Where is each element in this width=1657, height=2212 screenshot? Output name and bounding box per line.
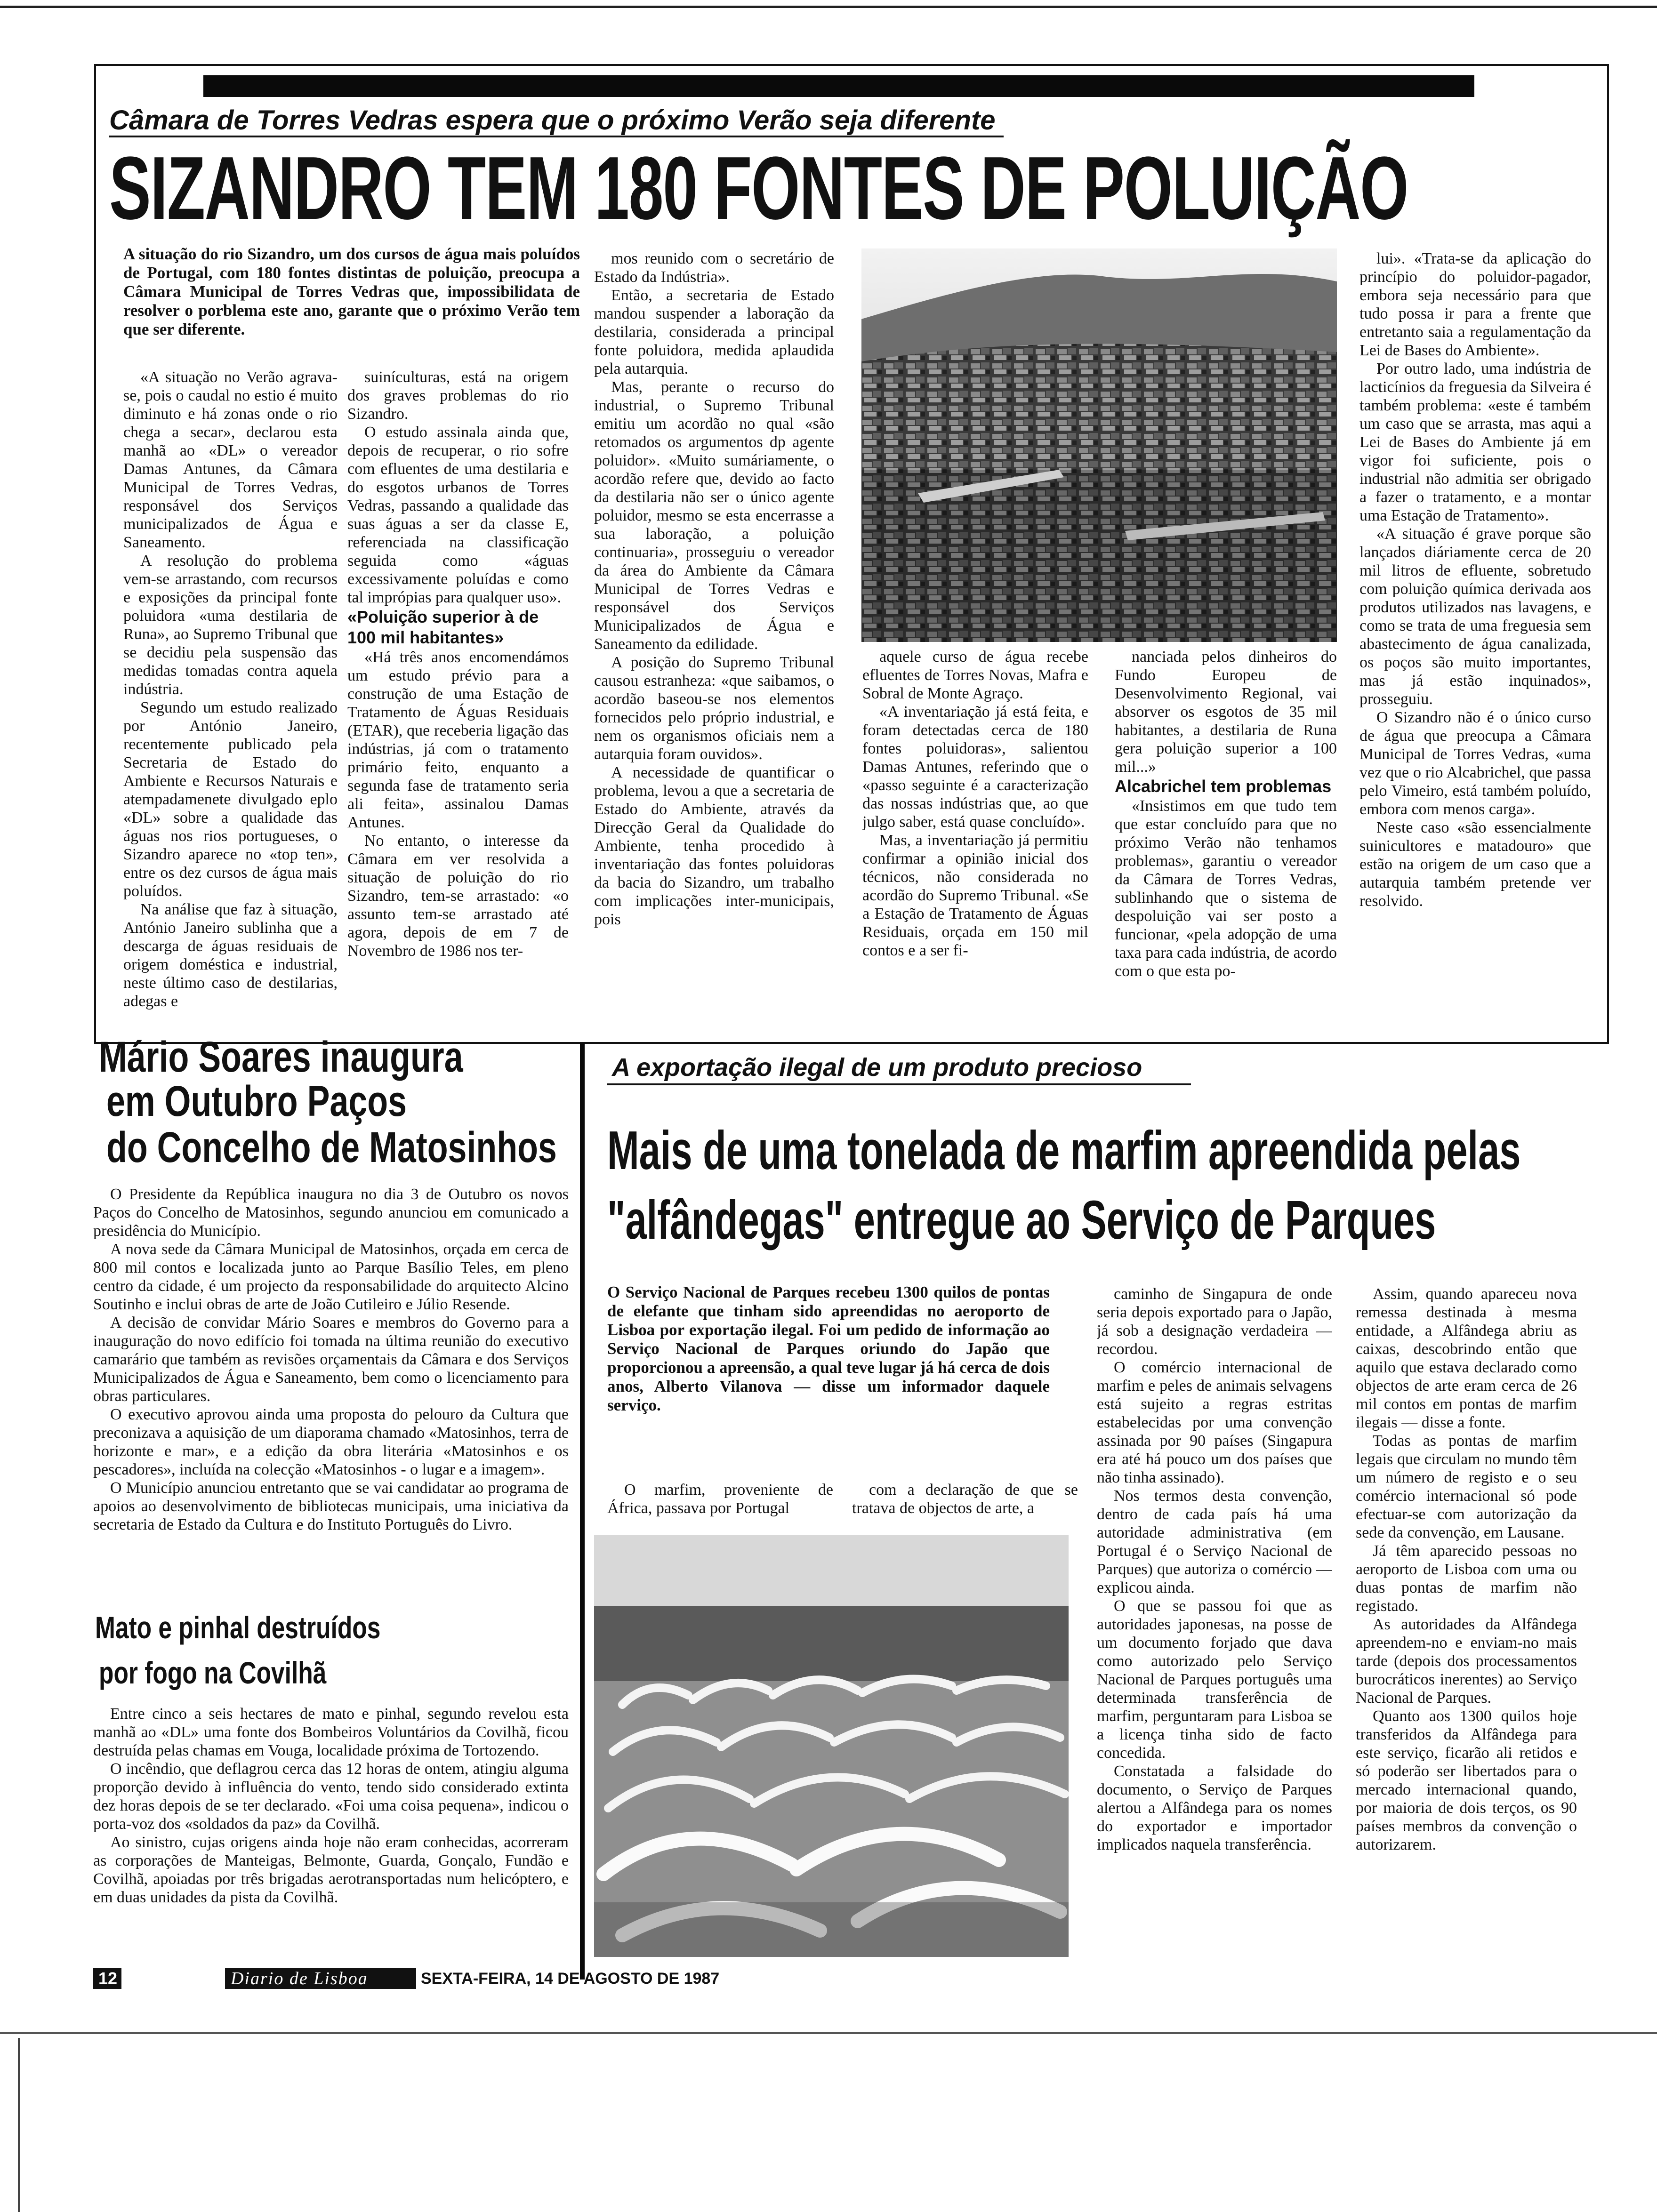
top-lead-text: A situação do rio Sizandro, um dos cursos de água mais poluídos de Portugal, com 180 fontes distintas de poluição, preocupa a Câmara Municipal de Torres Vedras que, impossibilidata de resolver o porblema este ano, garante que o próximo Verão tem que ser diferente. (123, 245, 580, 338)
fire-headline-1: Mato e pinhal destruídos (95, 1610, 381, 1645)
fire-body (93, 1705, 569, 1968)
paragraph: aquele curso de água recebe efluentes de Torres Novas, Mafra e Sobral de Monte Agraço. (862, 648, 1088, 702)
scan-top-rule (0, 6, 1657, 8)
paragraph: Assim, quando apareceu nova remessa destinada à mesma entidade, a Alfândega abriu as caixas, descobrindo então que aquilo que estava declarado como objectos de arte eram cerca de 26 mil contos em pontas de marfim ilegais — disse a fonte. (1356, 1285, 1577, 1431)
paragraph: O Município anunciou entretanto que se vai candidatar ao programa de apoios ao desenvolvimento de bibliotecas municipais, uma iniciativa da secretaria de Estado da Cultura e do Instituto Português do Livro. (93, 1479, 569, 1533)
masthead: Diario de Lisboa (231, 1969, 368, 1988)
column-divider (580, 1043, 585, 1980)
paragraph: Então, a secretaria de Estado mandou suspender a laboração da destilaria, considerada a principal fonte poluidora, medida aplaudida pela autarquia. (594, 287, 834, 377)
top-headline: SIZANDRO TEM 180 FONTES DE POLUIÇÃO (109, 138, 1408, 238)
paragraph: lui». «Trata-se da aplicação do princípio do poluidor-pagador, embora seja necessário para que tudo possa ir para a frente que entretanto saia a regulamentação da Lei de Bases do Ambiente». (1359, 250, 1591, 359)
top-lead (123, 245, 580, 353)
ivory-col-4 (1356, 1285, 1577, 1963)
top-col-3 (594, 249, 834, 1032)
paragraph: Entre cinco a seis hectares de mato e pinhal, segundo revelou esta manhã ao «DL» uma fonte dos Bombeiros Voluntários da Covilhã, ficou destruída pelas chamas em Vouga, localidade próxima de Tortozendo. (93, 1705, 569, 1759)
town-photo-art (861, 248, 1337, 642)
paragraph: O estudo assinala ainda que, depois de recuperar, o rio sofre com efluentes de uma destilaria e do esgotos urbanos de Torres Vedras, passando a qualidade das suas águas a ser da classe E, referenciada na classificação seguida como «águas excessivamente poluídas e como tal imprópias para qualquer uso». (347, 424, 569, 606)
soares-headline-2: em Outubro Paços (106, 1077, 407, 1125)
paragraph: Por outro lado, uma indústria de lacticínios da freguesia da Silveira é também problema: «este é também um caso que se arrasta, mas aqui a Lei de Bases do Ambiente já em vigor foi suficiente, pois o industrial não admitia ser obrigado a fazer o tratamento, e a montar uma Estação de Tratamento». (1359, 360, 1591, 524)
ivory-headline-2: "alfândegas" entregue ao Serviço de Parques (607, 1189, 1436, 1250)
subhead-alcabrichel: Alcabrichel tem problemas (1115, 777, 1332, 796)
paragraph: suinículturas, está na origem dos graves problemas do rio Sizandro. (347, 369, 569, 423)
paragraph: A decisão de convidar Mário Soares e membros do Governo para a inauguração do novo edifício foi tomada na última reunião do executivo camarário que também as revisões orçamentais da Câmara e dos Serviços Municipalizados de Água e Saneamento, bem como o licenciamento para obras particulares. (93, 1314, 569, 1405)
paragraph: A necessidade de quantificar o problema, levou a que a secretaria de Estado do Ambiente, através da Direcção Geral da Qualidade do Ambiente, tenha procedido à inventariação das fontes poluidoras da bacia do Sizandro, um trabalho com implicações inter-municipais, pois (594, 764, 834, 928)
paragraph: mos reunido com o secretário de Estado da Indústria». (594, 250, 834, 286)
top-col-6 (1359, 249, 1591, 1032)
paragraph: «A situação no Verão agrava-se, pois o caudal no estio é muito diminuto e há zonas onde o rio chega a secar», declarou esta manhã ao «DL» o vereador Damas Antunes, da Câmara Municipal de Torres Vedras, responsável dos Serviços municipalizados de Água e Saneamento. (123, 369, 338, 551)
top-col-2 (347, 368, 569, 1032)
paragraph: O Presidente da República inaugura no dia 3 de Outubro os novos Paços do Concelho de Matosinhos, segundo anunciou em comunicado a presidência do Município. (93, 1186, 569, 1240)
top-col-5 (1115, 648, 1337, 1032)
page-number: 12 (98, 1969, 118, 1988)
top-kicker: Câmara de Torres Vedras espera que o próximo Verão seja diferente (109, 105, 996, 136)
paragraph: Ao sinistro, cujas origens ainda hoje não eram conhecidas, acorreram as corporações de Manteigas, Belmonte, Guarda, Gonçalo, Fundão e Covilhã, apoiadas por três brigadas aerotransportadas num helicóptero, e em duas unidades da pista da Covilhã. (93, 1834, 569, 1906)
soares-headline-1: Mário Soares inaugura (99, 1033, 463, 1081)
paragraph: «A inventariação já está feita, e foram detectadas cerca de 180 fontes poluidoras», salientou Damas Antunes, referindo que o «passo seguinte é a caracterização das nossas indústrias que, ao que julgo saber, está quase concluído». (862, 703, 1088, 831)
soares-body (93, 1185, 569, 1613)
top-col-1 (123, 368, 338, 1032)
paragraph: caminho de Singapura de onde seria depois exportado para o Japão, já sob a designação verdadeira — recordou. (1097, 1285, 1332, 1358)
paragraph: nanciada pelos dinheiros do Fundo Europeu de Desenvolvimento Regional, vai absorver os esgotos de 35 mil habitantes, a destilaria de Runa gera poluição superior a 100 mil...» (1115, 648, 1337, 776)
top-black-bar (203, 75, 1474, 97)
paragraph: O Sizandro não é o único curso de água que preocupa a Câmara Municipal de Torres Vedras, «uma vez que o rio Alcabrichel, que passa pelo Vimeiro, está também poluído, embora com menos carga». (1359, 709, 1591, 818)
paragraph: O que se passou foi que as autoridades japonesas, na posse de um documento forjado que dava como autorizado pelo Serviço Nacional de Parques português uma determinada transferência de marfim, perguntaram para Lisboa se a licença tinha sido de facto concedida. (1097, 1597, 1332, 1762)
scan-bottom-rule (0, 2032, 1657, 2034)
paragraph: «Há três anos encomendámos um estudo prévio para a construção de uma Estação de Tratamento de Águas Residuais (ETAR), que receberia ligação das indústrias, já com o tratamento primário feito, enquanto a segunda fase de tratamento seria ali feita», assinalou Damas Antunes. (347, 649, 569, 831)
paragraph: O comércio internacional de marfim e peles de animais selvagens está sujeito a regras estritas estabelecidas por uma convenção assinada por 90 países (Singapura era até há pouco um dos países que não tinha assinado). (1097, 1359, 1332, 1486)
paragraph: O incêndio, que deflagrou cerca das 12 horas de ontem, atingiu alguma proporção devido à influência do vento, tendo sido considerado extinta dez horas depois de se ter declarado. «Foi uma coisa pequena», indicou o porta-voz dos «soldados da paz» da Covilhã. (93, 1760, 569, 1833)
ivory-kicker-underline (607, 1083, 1191, 1085)
ivory-col-2 (852, 1481, 1078, 1532)
top-col-4 (862, 648, 1088, 1032)
town-photo (861, 248, 1337, 642)
paragraph: «A situação é grave porque são lançados diáriamente cerca de 20 mil litros de efluente, sobretudo com poluição química derivada aos produtos utilizados nas lavagens, e como se trata de uma freguesia sem abastecimento de água canalizada, os poços são muito importantes, mas já estão inquinados», prosseguiu. (1359, 525, 1591, 708)
ivory-lead (607, 1283, 1050, 1471)
ivory-kicker: A exportação ilegal de um produto precioso (612, 1053, 1142, 1082)
ivory-lead-text: O Serviço Nacional de Parques recebeu 1300 quilos de pontas de elefante que tinham sido apreendidas no aeroporto de Lisboa por exportação ilegal. Foi um pedido de informação ao Serviço Nacional de Parques oriundo do Japão que proporcionou a apreensão, a qual teve lugar já há cerca de dois anos, Alberto Vilanova — disse um informador daquele serviço. (607, 1283, 1050, 1414)
paragraph: Nos termos desta convenção, dentro de cada país há uma autoridade administrativa (em Portugal é o Serviço Nacional de Parques) que autoriza o comércio — explicou ainda. (1097, 1487, 1332, 1596)
fire-headline-2: por fogo na Covilhã (99, 1655, 327, 1690)
ivory-photo-art (594, 1535, 1069, 1957)
paragraph: Mas, perante o recurso do industrial, o Supremo Tribunal emitiu um acordão no qual «são retomados os argumentos dp agente poluidor». «Muito sumáriamente, o acordão refere que, devido ao facto da destilaria não ser o único agente poluidor, mesmo se esta encerrasse a sua laboração, a poluição continuaria», prosseguiu o vereador da área do Ambiente da Câmara Municipal de Torres Vedras e responsável dos Serviços Municipalizados de Água e Saneamento da edilidade. (594, 378, 834, 653)
ivory-photo (594, 1535, 1069, 1957)
paragraph: Todas as pontas de marfim legais que circulam no mundo têm um número de registo e o seu comércio internacional só pode efectuar-se com autorização da sede da convenção, em Lausane. (1356, 1432, 1577, 1541)
paragraph: Segundo um estudo realizado por António Janeiro, recentemente publicado pela Secretaria de Estado do Ambiente e Recursos Naturais e atempadamenete divulgado eplo «DL» sobre a qualidade das águas nos rios portugueses, o Sizandro aparece no «top ten», entre os dez cursos de água mais poluídos. (123, 699, 338, 900)
paragraph: Mas, a inventariação já permitiu confirmar a opinião inicial dos técnicos, não considerada no acordão do Supremo Tribunal. «Se a Estação de Tratamento de Águas Residuais, orçada em 150 mil contos e a ser fi- (862, 832, 1088, 959)
paragraph: Neste caso «são essencialmente suinicultores e matadouro» que estão na origem de um caso que a autarquia também pretende ver resolvido. (1359, 819, 1591, 910)
paragraph: As autoridades da Alfândega apreendem-no e enviam-no mais tarde (depois dos processamentos burocráticos inerentes) ao Serviço Nacional de Parques. (1356, 1616, 1577, 1707)
paragraph: Já têm aparecido pessoas no aeroporto de Lisboa com uma ou duas pontas de marfim não registado. (1356, 1542, 1577, 1615)
paragraph: «Insistimos em que tudo tem que estar concluído para que no próximo Verão não tenhamos problemas», garantiu o vereador da Câmara de Torres Vedras, sublinhando que o sistema de despoluição vai ser posto a funcionar, «pela adopção de uma taxa para cada indústria, de acordo com o que esta po- (1115, 797, 1337, 980)
scan-left-rule (18, 2038, 20, 2212)
ivory-headline-1: Mais de uma tonelada de marfim apreendida pelas (607, 1120, 1521, 1181)
issue-date: SEXTA-FEIRA, 14 DE AGOSTO DE 1987 (421, 1970, 720, 1988)
paragraph: Na análise que faz à situação, António Janeiro sublinha que a descarga de águas residuais de origem doméstica e industrial, neste último caso de destilarias, adegas e (123, 901, 338, 1010)
paragraph: A resolução do problema vem-se arrastando, com recursos e exposições da principal fonte poluidora «uma destilaria de Runa», ao Supremo Tribunal que se decidiu pela suspensão das medidas tomadas contra aquela indústria. (123, 552, 338, 698)
paragraph: O marfim, proveniente de África, passava por Portugal (607, 1481, 833, 1517)
ivory-col-1 (607, 1481, 833, 1532)
paragraph: Constatada a falsidade do documento, o Serviço de Parques alertou a Alfândega para os nomes do exportador e importador implicados naquela transferência. (1097, 1763, 1332, 1853)
paragraph: O executivo aprovou ainda uma proposta do pelouro da Cultura que preconizava a aquisição de um diaporama chamado «Matosinhos, terra de horizonte e mar», e a edição da obra literária «Matosinhos e os pescadores», incluída na colecção «Matosinhos - o lugar e a imagem». (93, 1406, 569, 1478)
soares-headline-3: do Concelho de Matosinhos (106, 1123, 557, 1171)
ivory-col-3 (1097, 1285, 1332, 1963)
paragraph: A posição do Supremo Tribunal causou estranheza: «que saibamos, o acordão baseou-se nos elementos fornecidos pelo próprio industrial, e nem os organismos oficiais nem a autarquia foram ouvidos». (594, 654, 834, 763)
paragraph: A nova sede da Câmara Municipal de Matosinhos, orçada em cerca de 800 mil contos e localizada junto ao Parque Basílio Teles, em pleno centro da cidade, é um projecto da responsabilidade do arquitecto Alcino Soutinho e inclui obras de arte de João Cutileiro e Júlio Resende. (93, 1241, 569, 1313)
subhead-pollution: «Poluição superior à de 100 mil habitantes» (347, 607, 539, 647)
paragraph: No entanto, o interesse da Câmara em ver resolvida a situação de poluição do rio Sizandro, tem-se arrastado: «o assunto tem-se arrastado até agora, depois de em 7 de Novembro de 1986 nos ter- (347, 832, 569, 960)
paragraph: Quanto aos 1300 quilos hoje transferidos da Alfândega para este serviço, ficarão ali retidos e só poderão ser libertados para o mercado internacional quando, por maioria de dois terços, os 90 países membros da convenção o autorizarem. (1356, 1707, 1577, 1853)
paragraph: com a declaração de que se tratava de objectos de arte, a (852, 1481, 1078, 1517)
